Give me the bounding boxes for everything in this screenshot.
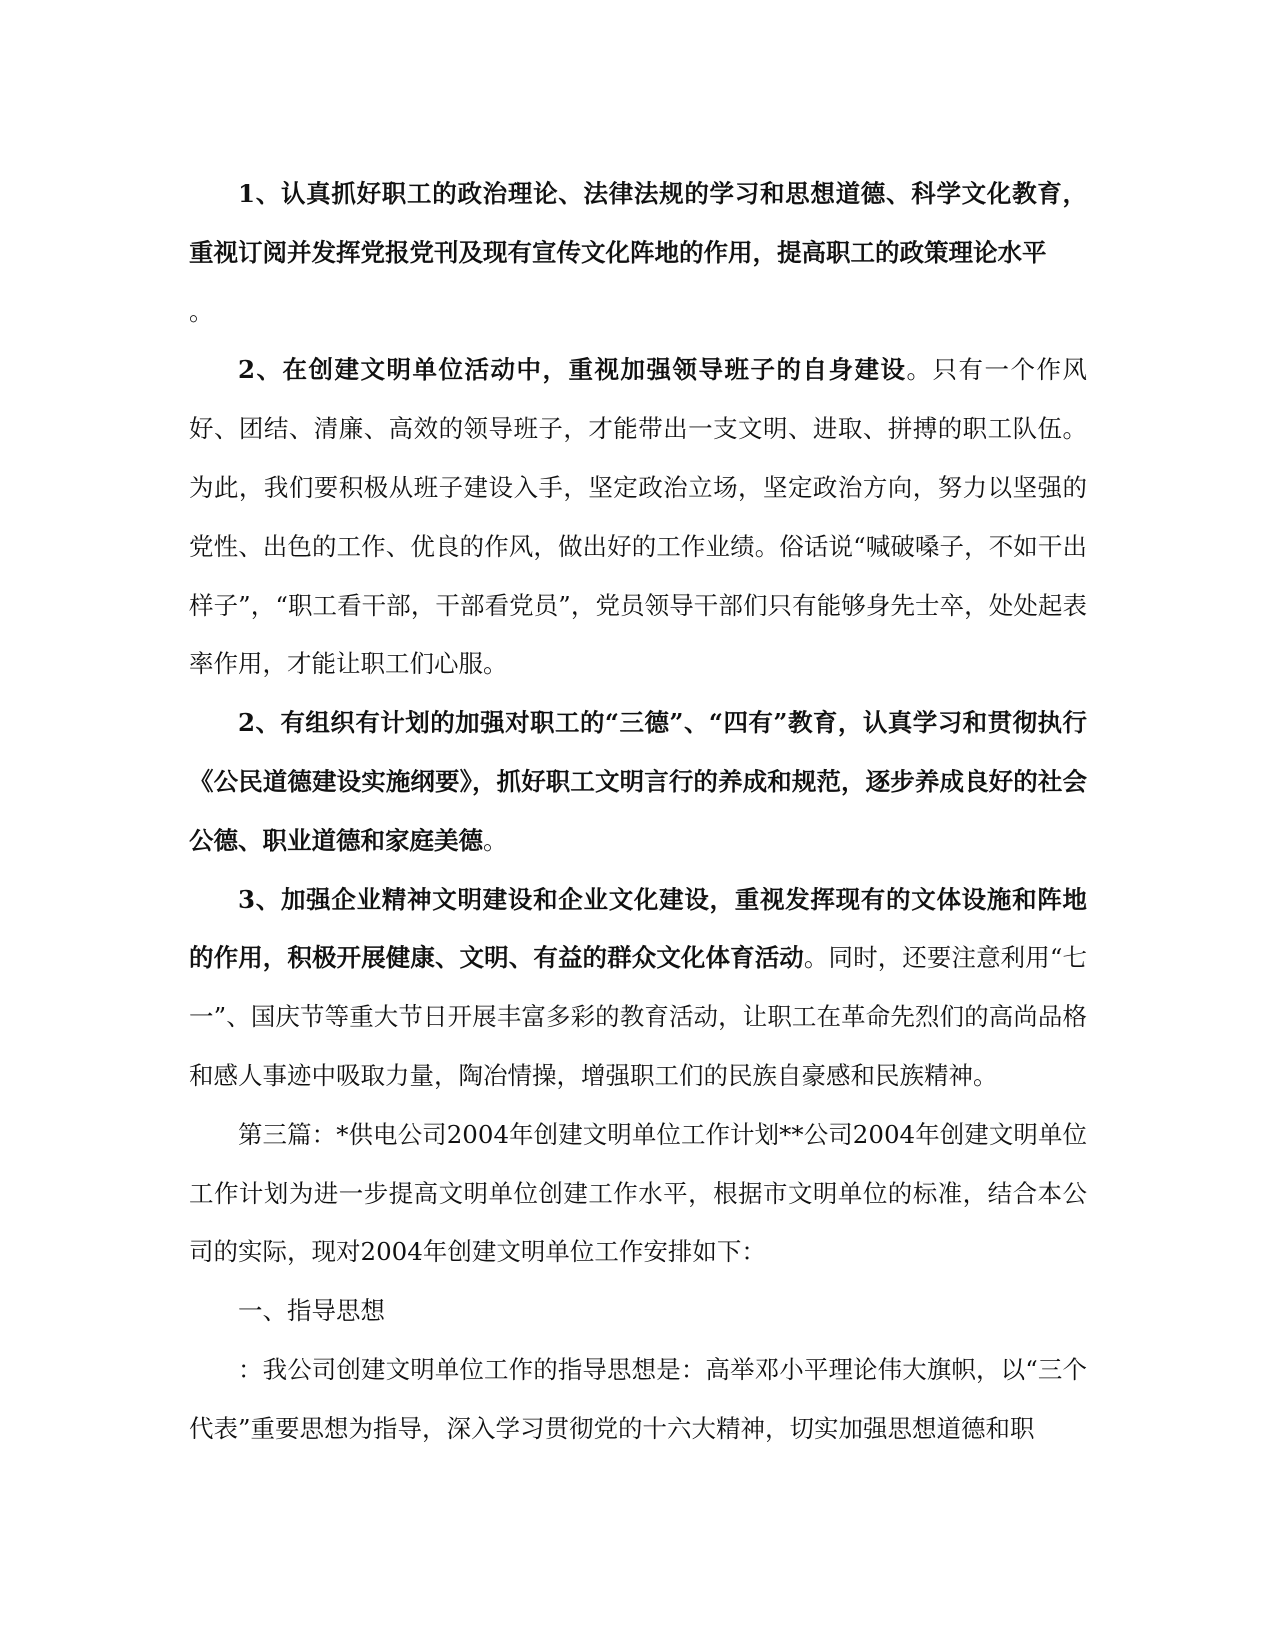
- paragraph-2-bold: 2、在创建文明单位活动中，重视加强领导班子的自身建设: [238, 355, 907, 385]
- paragraph-1-bold: 1、认真抓好职工的政治理论、法律法规的学习和思想道德、科学文化教育，重视订阅并发挥党报党刊及现有宣传文化阵地的作用，提高职工的政策理论水平: [189, 179, 1087, 267]
- section-heading: [189, 1282, 1087, 1341]
- paragraph-1: [189, 165, 1087, 283]
- document-body: [189, 165, 1087, 1459]
- paragraph-3-bold: 2、有组织有计划的加强对职工的“三德”、“四有”教育，认真学习和贯彻执行《公民道德建设实施纲要》，抓好职工文明言行的养成和规范，逐步养成良好的社会公德、职业道德和家庭美德: [189, 708, 1087, 855]
- paragraph-2-text: 。只有一个作风好、团结、清廉、高效的领导班子，才能带出一支文明、进取、拼搏的职工队伍。为此，我们要积极从班子建设入手，坚定政治立场，坚定政治方向，努力以坚强的党性、出色的工作、优良的作风，做出好的工作业绩。俗话说“喊破嗓子，不如干出样子”，“职工看干部，干部看党员”，党员领导干部们只有能够身先士卒，处处起表率作用，才能让职工们心服。: [189, 355, 1088, 679]
- paragraph-7: [189, 1341, 1087, 1459]
- paragraph-4: [189, 871, 1087, 1106]
- paragraph-7-text: ：我公司创建文明单位工作的指导思想是：高举邓小平理论伟大旗帜，以“三个代表”重要思想为指导，深入学习贯彻党的十六大精神，切实加强思想道德和职: [189, 1354, 1087, 1443]
- paragraph-5-text: 第三篇：*供电公司2004年创建文明单位工作计划**公司2004年创建文明单位工作计划为进一步提高文明单位创建工作水平，根据市文明单位的标准，结合本公司的实际，现对2004年创建文明单位工作安排如下：: [189, 1119, 1087, 1267]
- paragraph-4-bold: 3、加强企业精神文明建设和企业文化建设，重视发挥现有的文体设施和阵地的作用，积极开展健康、文明、有益的群众文化体育活动: [189, 884, 1087, 973]
- paragraph-3-text: 。: [483, 825, 508, 855]
- paragraph-5: [189, 1106, 1087, 1282]
- paragraph-1-trailing-text: 。: [189, 296, 214, 326]
- section-heading-text: 一、指导思想: [238, 1296, 385, 1326]
- paragraph-2: [189, 341, 1087, 694]
- paragraph-3: [189, 694, 1087, 870]
- paragraph-4-text: 。同时，还要注意利用“七一”、国庆节等重大节日开展丰富多彩的教育活动，让职工在革命先烈们的高尚品格和感人事迹中吸取力量，陶冶情操，增强职工们的民族自豪感和民族精神。: [189, 943, 1087, 1090]
- paragraph-1-trailing: [189, 283, 1087, 342]
